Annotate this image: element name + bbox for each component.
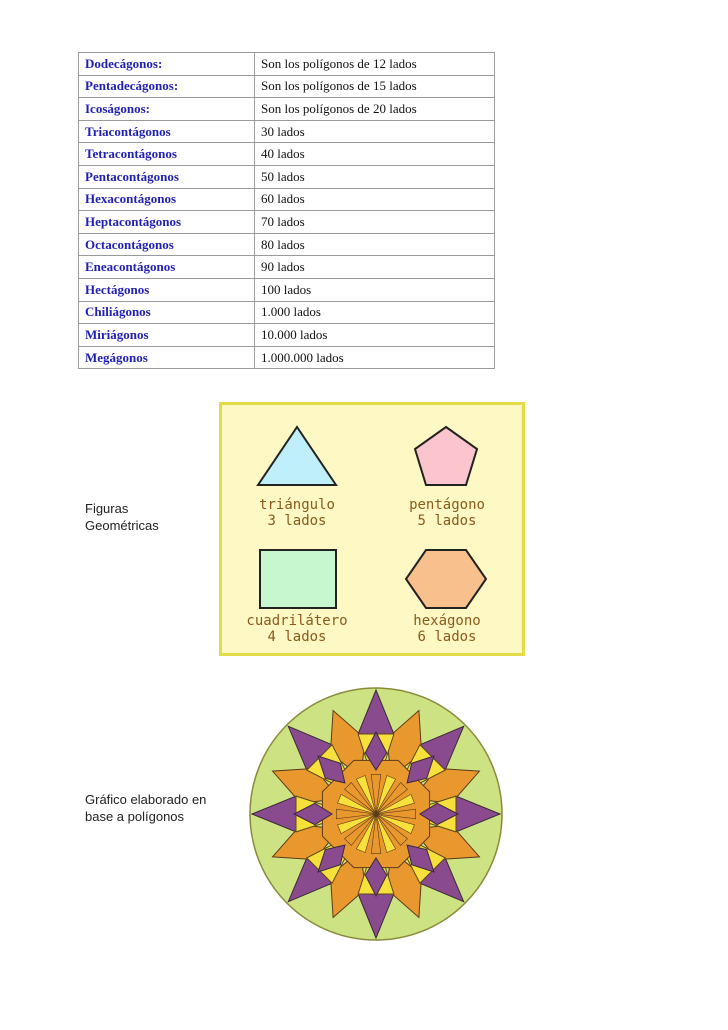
polygon-sides-cell: 60 lados [255, 188, 495, 211]
hexagon-sides: 6 lados [417, 629, 477, 645]
polygon-sides-cell: Son los polígonos de 15 lados [255, 75, 495, 98]
polygon-name-cell: Icoságonos: [79, 98, 255, 121]
polygon-sides-cell: 30 lados [255, 120, 495, 143]
triangle-sides: 3 lados [267, 513, 327, 529]
polygon-sides-cell: 70 lados [255, 211, 495, 234]
triangle-name: triángulo [259, 497, 335, 513]
polygon-name-cell: Hexacontágonos [79, 188, 255, 211]
geometric-figures-panel [219, 402, 525, 656]
mandala-caption [85, 791, 206, 825]
quadrilateral-name: cuadrilátero [246, 613, 348, 629]
pentagon-name: pentágono [409, 497, 485, 513]
polygon-sides-cell: 1.000 lados [255, 301, 495, 324]
polygon-sides-cell: Son los polígonos de 20 lados [255, 98, 495, 121]
table-row [79, 75, 495, 98]
figures-caption-line2: Geométricas [85, 518, 159, 533]
table-row [79, 211, 495, 234]
quadrilateral-sides: 4 lados [267, 629, 327, 645]
polygon-sides-cell: 40 lados [255, 143, 495, 166]
table-row [79, 98, 495, 121]
table-row [79, 120, 495, 143]
polygon-name-cell: Triacontágonos [79, 120, 255, 143]
polygon-sides-cell: Son los polígonos de 12 lados [255, 53, 495, 76]
polygon-name-cell: Dodecágonos: [79, 53, 255, 76]
pentagon-sides: 5 lados [417, 513, 477, 529]
table-row [79, 324, 495, 347]
table-row [79, 165, 495, 188]
polygon-sides-cell: 80 lados [255, 233, 495, 256]
polygon-sides-cell: 1.000.000 lados [255, 346, 495, 369]
triangle-shape [258, 427, 336, 485]
table-row [79, 188, 495, 211]
mandala-caption-line1: Gráfico elaborado en [85, 792, 207, 807]
hexagon-shape [406, 550, 486, 608]
pentagon-shape [415, 427, 477, 485]
polygon-name-cell: Chiliágonos [79, 301, 255, 324]
polygon-sides-cell: 10.000 lados [255, 324, 495, 347]
table-row [79, 143, 495, 166]
polygon-name-cell: Tetracontágonos [79, 143, 255, 166]
polygon-name-cell: Eneacontágonos [79, 256, 255, 279]
mandala-caption-line2: base a polígonos [85, 809, 185, 824]
polygon-name-cell: Octacontágonos [79, 233, 255, 256]
polygon-names-table [78, 52, 495, 369]
table-row [79, 346, 495, 369]
polygon-name-cell: Hectágonos [79, 278, 255, 301]
square-shape [260, 550, 336, 608]
polygon-mandala-drawing [228, 676, 524, 952]
polygon-name-cell: Heptacontágonos [79, 211, 255, 234]
table-row [79, 53, 495, 76]
hexagon-name: hexágono [413, 613, 481, 629]
polygon-sides-cell: 90 lados [255, 256, 495, 279]
table-row [79, 256, 495, 279]
polygon-sides-cell: 50 lados [255, 165, 495, 188]
polygon-name-cell: Megágonos [79, 346, 255, 369]
polygon-sides-cell: 100 lados [255, 278, 495, 301]
table-row [79, 301, 495, 324]
polygon-name-cell: Miriágonos [79, 324, 255, 347]
table-row [79, 278, 495, 301]
polygon-name-cell: Pentadecágonos: [79, 75, 255, 98]
figures-caption-line1: Figuras [85, 501, 129, 516]
table-row [79, 233, 495, 256]
figures-caption [85, 500, 159, 534]
polygon-name-cell: Pentacontágonos [79, 165, 255, 188]
